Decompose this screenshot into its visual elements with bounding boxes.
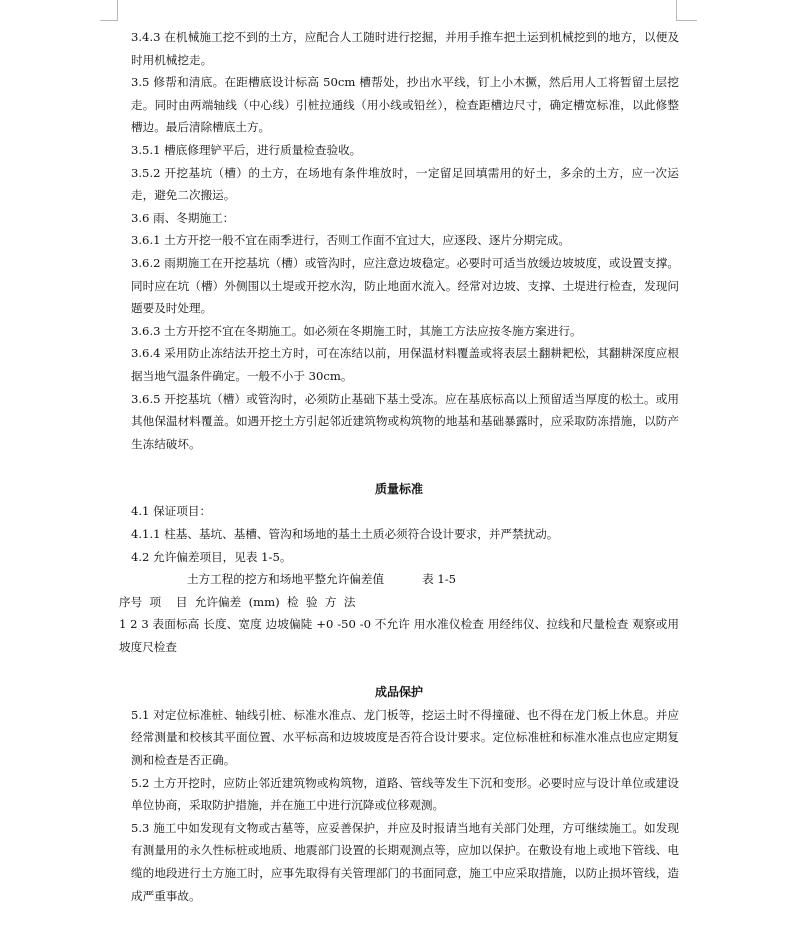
paragraph-4-1: 4.1 保证项目： xyxy=(131,504,212,519)
paragraph-3-6-2: 3.6.2 雨期施工在开挖基坑（槽）或管沟时，应注意边坡稳定。必要时可适当放缓边坡坡度，或设置支撑。同时应在坑（槽）外侧围以土堤或开挖水沟，防止地面水流入。经常对边坡、支撑、土堤进行检查，发现问题要及时处理。 xyxy=(131,255,679,316)
paragraph-3-6: 3.6 雨、冬期施工： xyxy=(131,210,235,225)
paragraph-4-1-1: 4.1.1 柱基、基坑、基槽、管沟和场地的基土土质必须符合设计要求，并严禁扰动。 xyxy=(131,527,559,542)
quality-standard-heading: 质量标准 xyxy=(374,481,423,496)
paragraph-3-6-4: 3.6.4 采用防止冻结法开挖土方时，可在冻结以前，用保温材料覆盖或将表层土翻耕耙松，其翻耕深度应根据当地气温条件确定。一般不小于 30cm。 xyxy=(131,346,679,383)
section-spacer xyxy=(119,659,679,682)
product-protection-heading: 成品保护 xyxy=(374,685,423,700)
paragraph-5-3: 5.3 施工中如发现有文物或古墓等，应妥善保护，并应及时报请当地有关部门处理，方可继续施工。如发现有测量用的永久性标桩或地质、地震部门设置的长期观测点等，应加以保护。在敷设有地上或地下管线、电缆的地段进行土方施工时，应事先取得有关管理部门的书面同意，施工中应采取措施，以防止损坏管线，造成严重事故。 xyxy=(131,820,679,903)
paragraph-3-6-3: 3.6.3 土方开挖不宜在冬期施工。如必须在冬期施工时，其施工方法应按冬施方案进行。 xyxy=(131,323,582,338)
table-number: 表 1-5 xyxy=(422,572,457,587)
table-caption xyxy=(119,568,679,591)
page-corner-mark-left xyxy=(100,0,118,21)
paragraph-3-4-3: 3.4.3 在机械施工挖不到的土方，应配合人工随时进行挖掘，并用手推车把土运到机械挖到的地方，以便及时用机械挖走。 xyxy=(131,30,679,67)
paragraph-5-1: 5.1 对定位标准桩、轴线引桩、标准水准点、龙门板等，挖运土时不得撞碰、也不得在龙门板上休息。并应经常测量和校核其平面位置、水平标高和边坡坡度是否符合设计要求。定位标准桩和标准水准点也应定期复测和检查是否正确。 xyxy=(131,707,679,767)
paragraph-3-6-5: 3.6.5 开挖基坑（槽）或管沟时，必须防止基础下基土受冻。应在基底标高以上预留适当厚度的松土。或用其他保温材料覆盖。如遇开挖土方引起邻近建筑物或构筑物的地基和基础暴露时，应采取防冻措施，以防产生冻结破坏。 xyxy=(131,391,679,451)
paragraph-3-5-1: 3.5.1 槽底修理铲平后，进行质量检查验收。 xyxy=(131,142,362,157)
table-header-row: 序号 项 目 允许偏差 (mm) 检 验 方 法 xyxy=(119,594,356,609)
table-body-row: 1 2 3 表面标高 长度、宽度 边坡偏陡 +0 -50 -0 不允许 用水准仪检查 用经纬仪、拉线和尺量检查 观察或用坡度尺检查 xyxy=(119,617,679,655)
paragraph-3-6-1: 3.6.1 土方开挖一般不宜在雨季进行，否则工作面不宜过大，应逐段、逐片分期完成。 xyxy=(131,233,570,248)
document-body xyxy=(119,26,679,907)
paragraph-5-2: 5.2 土方开挖时，应防止邻近建筑物或构筑物，道路、管线等发生下沉和变形。必要时应与设计单位或建设单位协商，采取防护措施，并在施工中进行沉降或位移观测。 xyxy=(131,775,679,813)
paragraph-4-2: 4.2 允许偏差项目，见表 1-5。 xyxy=(131,549,292,564)
paragraph-3-5-2: 3.5.2 开挖基坑（槽）的土方，在场地有条件堆放时，一定留足回填需用的好土，多余的土方，应一次运走，避免二次搬运。 xyxy=(131,165,679,203)
section-spacer xyxy=(119,455,679,478)
table-title: 土方工程的挖方和场地平整允许偏差值 xyxy=(187,572,385,587)
page-corner-mark-right xyxy=(676,0,697,21)
paragraph-3-5: 3.5 修帮和清底。在距槽底设计标高 50cm 槽帮处，抄出水平线，钉上小木撅，然后用人工将暂留土层挖走。同时由两端轴线（中心线）引桩拉通线（用小线或铅丝），检查距槽边尺寸，确定槽宽标准，以此修整槽边。最后清除槽底土方。 xyxy=(131,75,679,135)
